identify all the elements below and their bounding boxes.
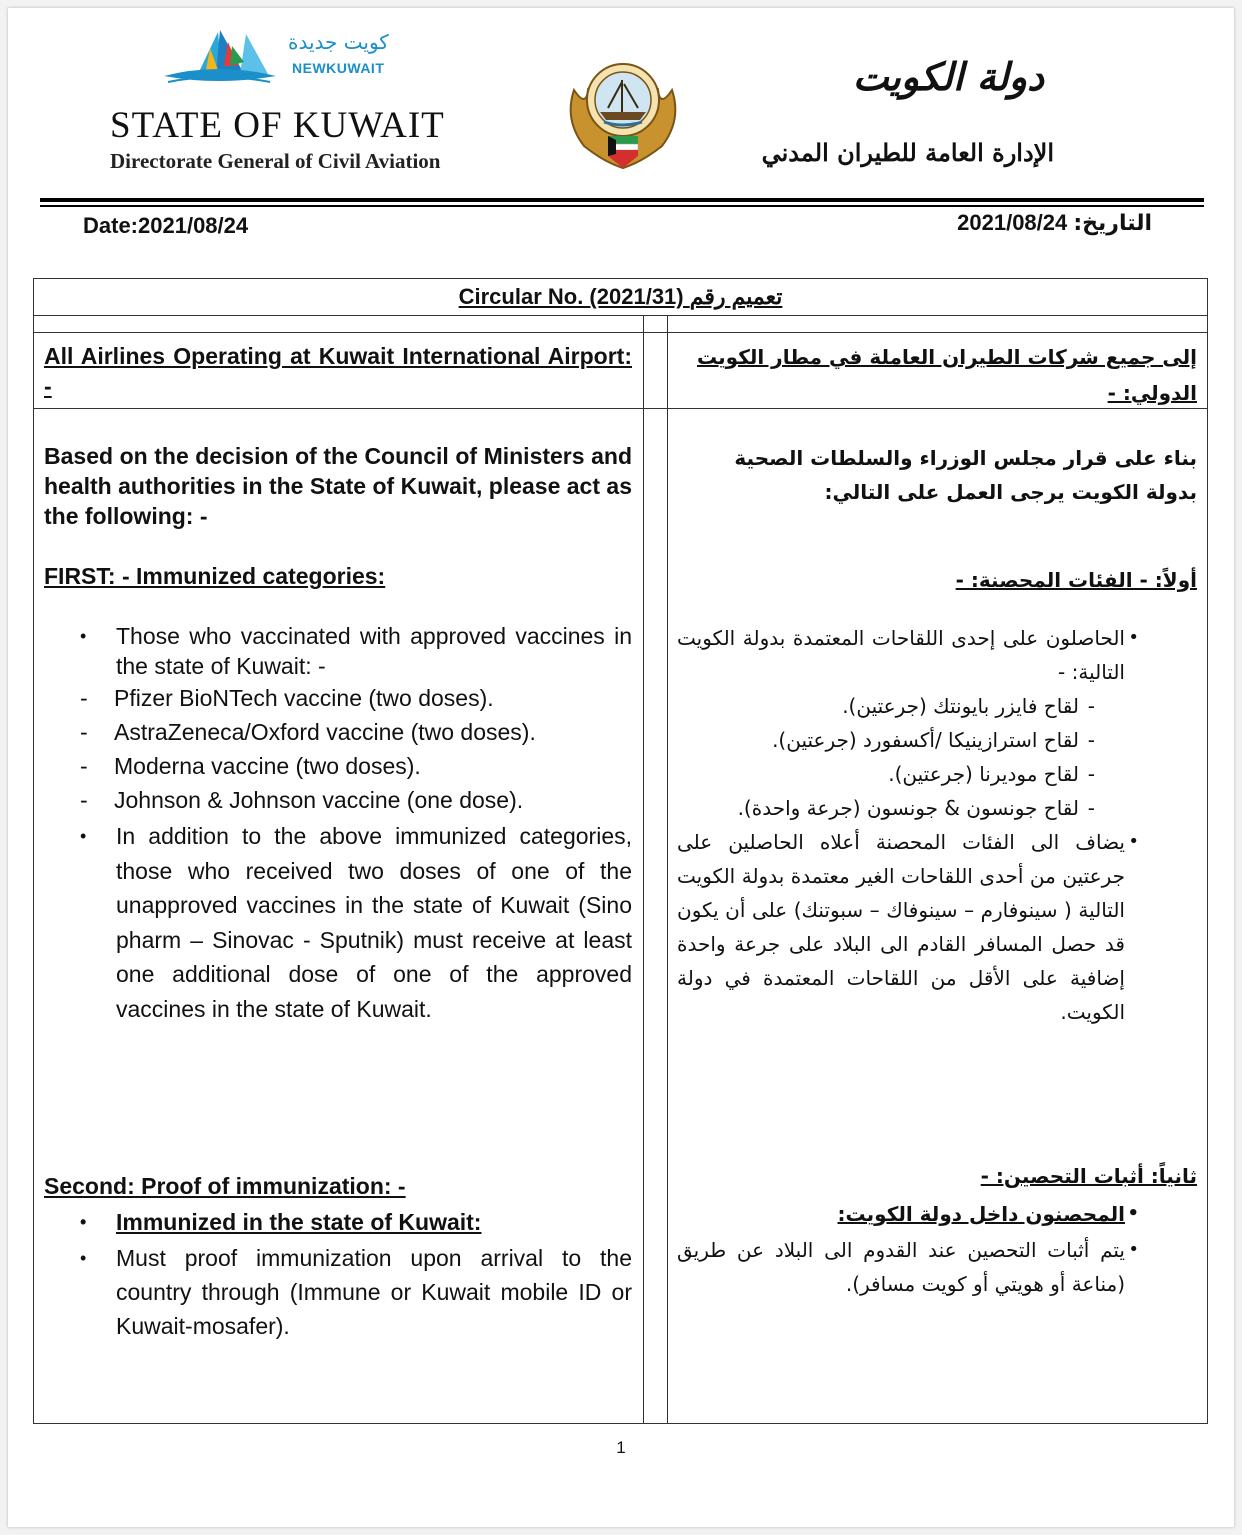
dgca-ar: الإدارة العامة للطيران المدني	[761, 138, 1054, 167]
list-item	[677, 689, 1197, 723]
list-item-text: لقاح موديرنا (جرعتين).	[888, 762, 1079, 786]
list-item	[677, 621, 1197, 689]
column-divider-right	[667, 316, 668, 1423]
address-en: All Airlines Operating at Kuwait International Airport: -	[44, 343, 632, 399]
list-item	[44, 785, 632, 815]
state-of-kuwait-en: STATE OF KUWAIT	[110, 105, 445, 146]
first-heading-en: FIRST: - Immunized categories:	[44, 563, 386, 589]
list-item	[44, 751, 632, 781]
logo-english-text: NEWKUWAIT	[292, 60, 385, 76]
intro-en: Based on the decision of the Council of Ministers and health authorities in the State of Kuwait, please act as the following: -	[44, 443, 632, 529]
bullet-marker: •	[1128, 1239, 1139, 1260]
column-divider-left	[643, 316, 644, 1423]
bullet-marker: •	[1128, 831, 1139, 852]
list-item-text: Moderna vaccine (two doses).	[114, 753, 421, 779]
list-item-text: يضاف الى الفئات المحصنة أعلاه الحاصلين على جرعتين من أحدى اللقاحات الغير معتمدة بدولة الكويت التالية ( سينوفارم – سينوفاك – سبوتنك) على أن يكون قد حصل المسافر القادم الى البلاد على جرعة واحدة إضافية على الأقل من اللقاحات المعتمدة في دولة الكويت.	[677, 830, 1125, 1024]
list-item-text: Must proof immunization upon arrival to the country through (Immune or Kuwait mobile ID or Kuwait-mosafer).	[116, 1245, 632, 1339]
bullet-marker: •	[1128, 627, 1139, 648]
list-item-text: لقاح جونسون & جونسون (جرعة واحدة).	[737, 796, 1079, 820]
list-item-text: لقاح استرازينيكا /أكسفورد (جرعتين).	[772, 728, 1079, 752]
kuwait-emblem-icon	[564, 50, 682, 180]
list-item-text: يتم أثبات التحصين عند القدوم الى البلاد عن طريق (مناعة أو هويتي أو كويت مسافر).	[677, 1238, 1125, 1296]
list-item-text: المحصنون داخل دولة الكويت:	[837, 1202, 1125, 1226]
document-page	[8, 8, 1234, 1527]
bullet-marker: •	[80, 1248, 87, 1268]
bullet-marker: •	[80, 626, 87, 646]
second-list-en	[44, 1207, 632, 1343]
list-item	[44, 621, 632, 681]
header-rule	[40, 198, 1204, 202]
list-item	[44, 683, 632, 713]
dash-marker: -	[80, 787, 88, 813]
logo-arabic-text: كويت جديدة	[288, 30, 389, 54]
spacer-row	[34, 316, 1207, 333]
list-item-text: AstraZeneca/Oxford vaccine (two doses).	[114, 719, 536, 745]
first-list-ar	[677, 621, 1197, 1029]
header-rule-thin	[40, 205, 1204, 207]
second-heading-ar: ثانياً: أثبات التحصين: -	[980, 1164, 1197, 1188]
first-heading-ar: أولاً: - الفئات المحصنة: -	[955, 568, 1197, 592]
list-item	[677, 1233, 1197, 1301]
date-ar-value: 2021/08/24	[957, 210, 1068, 235]
dash-marker: -	[80, 753, 88, 779]
date-ar	[957, 210, 1152, 236]
list-item-text: Immunized in the state of Kuwait:	[116, 1209, 482, 1235]
address-ar: إلى جميع شركات الطيران العاملة في مطار الكويت الدولي: -	[697, 345, 1197, 405]
bullet-marker: •	[80, 826, 87, 846]
list-item-text: Pfizer BioNTech vaccine (two doses).	[114, 685, 494, 711]
dgca-en: Directorate General of Civil Aviation	[110, 149, 441, 173]
circular-table	[33, 278, 1208, 1424]
first-list-en	[44, 621, 632, 1026]
list-item	[677, 723, 1197, 757]
dash-marker: -	[1087, 762, 1095, 786]
bullet-marker: •	[80, 1212, 87, 1232]
list-item	[677, 757, 1197, 791]
list-item-text: الحاصلون على إحدى اللقاحات المعتمدة بدولة الكويت التالية: -	[677, 626, 1125, 684]
dash-marker: -	[1087, 796, 1095, 820]
bullet-marker: •	[1127, 1203, 1139, 1224]
list-item	[677, 1197, 1197, 1231]
list-item-text: لقاح فايزر بايونتك (جرعتين).	[842, 694, 1079, 718]
state-of-kuwait-ar: دولة الكويت	[852, 54, 1044, 99]
page-number: 1	[616, 1438, 626, 1457]
new-kuwait-logo-icon	[158, 26, 283, 88]
list-item-text: In addition to the above immunized categories, those who received two doses of one of the unapproved vaccines in the state of Kuwait (Sino pharm – Sinovac - Sputnik) must receive at least one additional dose of one of the approved vaccines in the state of Kuwait.	[116, 823, 632, 1022]
new-kuwait-logo	[158, 26, 408, 96]
list-item	[44, 717, 632, 747]
list-item	[677, 791, 1197, 825]
intro-ar: بناء على قرار مجلس الوزراء والسلطات الصحية بدولة الكويت يرجى العمل على التالي:	[734, 446, 1197, 504]
dash-marker: -	[1087, 694, 1095, 718]
dash-marker: -	[1087, 728, 1095, 752]
circular-number: Circular No. (2021/31) تعميم رقم	[34, 279, 1207, 316]
list-item	[44, 1207, 632, 1237]
dash-marker: -	[80, 719, 88, 745]
list-item	[44, 1241, 632, 1343]
list-item-text: Those who vaccinated with approved vaccines in the state of Kuwait: -	[116, 623, 632, 679]
date-en: Date:2021/08/24	[83, 213, 249, 238]
dash-marker: -	[80, 685, 88, 711]
list-item-text: Johnson & Johnson vaccine (one dose).	[114, 787, 524, 813]
second-list-ar	[677, 1197, 1197, 1301]
second-heading-en: Second: Proof of immunization: -	[44, 1173, 406, 1199]
list-item	[44, 819, 632, 1026]
list-item	[677, 825, 1197, 1029]
date-ar-label: التاريخ:	[1073, 211, 1152, 236]
